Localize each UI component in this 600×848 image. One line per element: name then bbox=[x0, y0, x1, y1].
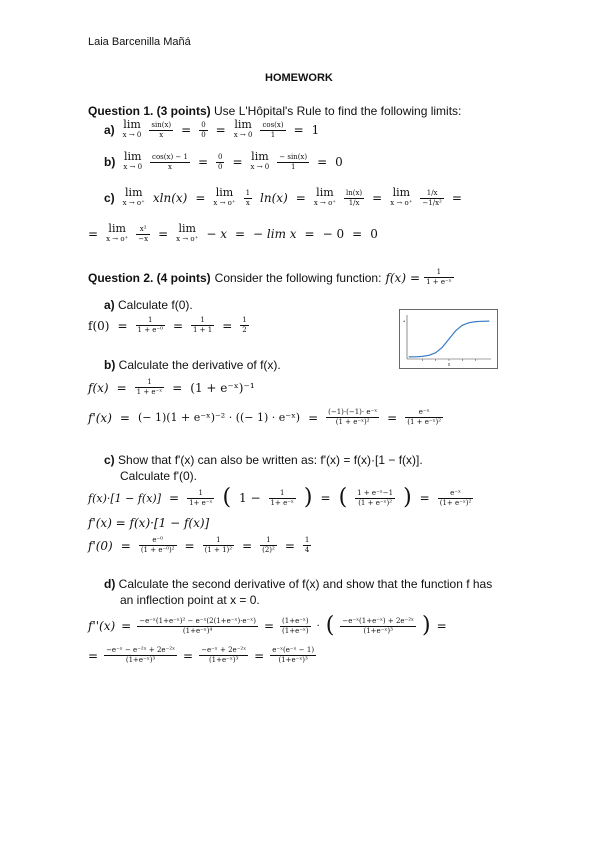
expr: − 0 bbox=[322, 227, 345, 241]
lim: lim x → 0 bbox=[123, 150, 143, 171]
q2-label: Question 2. (4 points) bbox=[88, 270, 211, 285]
fraction: $\frac{0}{0}$ bbox=[218, 152, 223, 171]
sigmoid-point bbox=[449, 339, 450, 340]
fraction: $\frac{1}{4}$ bbox=[304, 536, 310, 554]
fraction: $\frac{\text{−e⁻ˣ(1+e⁻ˣ) + 2e⁻²ˣ}}{\text{(1+e⁻ˣ)³}}$ bbox=[342, 616, 415, 635]
fraction: $\frac{1}{\text{1 + e⁻ˣ}}$ bbox=[426, 268, 452, 286]
q2d-label: d) bbox=[104, 577, 116, 591]
q2c-heading bbox=[104, 452, 524, 484]
fraction: $\frac{1}{1 + 1}$ bbox=[193, 316, 213, 334]
fraction: $\frac{\ln(x)}{1/x}$ bbox=[346, 188, 363, 207]
q2a-heading bbox=[104, 298, 193, 312]
sigmoid-point bbox=[489, 321, 490, 322]
expr: f(x) bbox=[385, 270, 407, 285]
q2b-text: Calculate the derivative of f(x). bbox=[118, 358, 281, 372]
expr: f'(0) bbox=[88, 538, 113, 553]
sigmoid-point bbox=[435, 352, 436, 353]
q2c-eq2: f'(x) = f(x)·[1 − f(x)] bbox=[88, 516, 210, 530]
expr: f''(x) bbox=[88, 619, 116, 633]
sigmoid-point bbox=[482, 321, 483, 322]
q2c-eq3: f'(0) = $\frac{\text{e⁻⁰}}{\text{(1 + e⁻⁰)²}}$ = $\frac{1}{\text{(1 + 1)²}}$ = $\frac{1}{\text{(2)²}}$ = $\frac{1}{4}$ bbox=[88, 536, 310, 554]
q2d-text2: an inflection point at x = 0. bbox=[120, 593, 260, 607]
q1a-result: 1 bbox=[311, 123, 320, 137]
q1c-row-2: = lim x → o⁺ $\frac{\text{x²}}{-x}$ = lim x → o⁺ − x = − lim x = − 0 = 0 bbox=[88, 222, 378, 243]
fraction: $\frac{1}{2}$ bbox=[242, 316, 247, 334]
lim: lim x → o⁺ bbox=[213, 186, 236, 207]
q2b-eq2: f'(x) = (− 1)(1 + e⁻ˣ)⁻² · ((− 1) · e⁻ˣ) = $\frac{\text{(−1)·(−1)· e⁻ˣ}}{\text{(1 + e⁻ˣ)²}}$ = $\frac{\text{e⁻ˣ}}{\text{(1 + e⁻ˣ)²}}$ bbox=[88, 408, 442, 426]
fraction: $\frac{\text{(−1)·(−1)· e⁻ˣ}}{\text{(1 + e⁻ˣ)²}}$ bbox=[328, 408, 378, 426]
x-tick-label: x bbox=[447, 362, 451, 368]
expr: f(0) bbox=[88, 318, 110, 333]
sigmoid-point bbox=[462, 325, 463, 326]
expr: f(x)·[1 − f(x)] bbox=[88, 491, 162, 505]
q2c-label: c) bbox=[104, 453, 115, 467]
fraction: $\frac{1}{\text{1+ e⁻ˣ}}$ bbox=[189, 488, 213, 507]
q2b-label: b) bbox=[104, 358, 116, 372]
sigmoid-point bbox=[429, 355, 430, 356]
sigmoid-point bbox=[415, 356, 416, 357]
q1-heading bbox=[88, 104, 461, 118]
sigmoid-chart bbox=[399, 309, 498, 369]
expr: ln(x) bbox=[260, 191, 288, 205]
expr: (− 1)(1 + e⁻ˣ)⁻² · ((− 1) · e⁻ˣ) bbox=[137, 411, 301, 424]
q2c-eq1: f(x)·[1 − f(x)] = $\frac{1}{\text{1+ e⁻ˣ}}$ ( 1 − $\frac{1}{\text{1+ e⁻ˣ}}$ ) = ( $\frac{\text{1 + e⁻ˣ−1}}{\text{(1 + e⁻ˣ)²}}$ ) = $\frac{\text{e⁻ˣ}}{\text{(1+ e⁻ˣ)²}}$ bbox=[88, 485, 472, 510]
q2d-text1: Calculate the second derivative of f(x) and show that the function f has bbox=[118, 577, 493, 591]
fraction: $\frac{\text{−e⁻ˣ(1+e⁻ˣ)² − e⁻ˣ(2(1+e⁻ˣ)·e⁻ˣ)}}{\text{(1+e⁻ˣ)⁴}}$ bbox=[139, 616, 256, 635]
expr: (1 + e⁻ˣ)⁻¹ bbox=[190, 380, 255, 395]
q2b-eq1: f(x) = $\frac{1}{\text{1 + e⁻ˣ}}$ = (1 + e⁻ˣ)⁻¹ bbox=[88, 378, 255, 396]
sigmoid-point bbox=[442, 347, 443, 348]
q2-heading: Question 2. (4 points) Consider the following function: f(x) = $\frac{1}{\text{1 + e⁻ˣ}}$ bbox=[88, 268, 452, 286]
expr: xln(x) bbox=[152, 191, 188, 205]
q1a-row: a) lim x → 0 $\frac{\sin(x)}{x}$ = $\frac{0}{0}$ = lim x → 0 $\frac{\cos(x)}{1}$ = 1 bbox=[104, 118, 320, 139]
fraction: $\frac{\text{e⁻ˣ(e⁻ˣ − 1)}}{\text{(1+e⁻ˣ)³}}$ bbox=[272, 646, 315, 664]
fraction: $\frac{\text{(1+e⁻ˣ)}}{\text{(1+e⁻ˣ)}}$ bbox=[282, 616, 309, 635]
lim: lim x → o⁺ bbox=[176, 222, 199, 243]
q1b-result: 0 bbox=[335, 155, 343, 169]
fraction: $\frac{\sin(x)}{x}$ bbox=[151, 120, 172, 139]
fraction: $\frac{\text{e⁻ˣ}}{\text{(1+ e⁻ˣ)²}}$ bbox=[439, 488, 472, 507]
q1c-label: c) bbox=[104, 191, 115, 205]
q2a-eq: f(0) = $\frac{1}{\text{1 + e⁻⁰}}$ = $\frac{1}{1 + 1}$ = $\frac{1}{2}$ bbox=[88, 316, 247, 334]
lim: lim x → 0 bbox=[122, 118, 142, 139]
fraction: $\frac{\text{1 + e⁻ˣ−1}}{\text{(1 + e⁻ˣ)²}}$ bbox=[357, 488, 394, 507]
q2a-label: a) bbox=[104, 298, 115, 312]
q2c-text1: Show that f'(x) can also be written as: f'(x) = f(x)·[1 − f(x)]. bbox=[118, 453, 423, 467]
fraction: $\frac{1}{x}$ bbox=[245, 188, 251, 207]
fraction: $\frac{- \sin(x)}{1}$ bbox=[279, 152, 308, 171]
q2d-eq1: f''(x) = $\frac{\text{−e⁻ˣ(1+e⁻ˣ)² − e⁻ˣ(2(1+e⁻ˣ)·e⁻ˣ)}}{\text{(1+e⁻ˣ)⁴}}$ = $\frac{\text{(1+e⁻ˣ)}}{\text{(1+e⁻ˣ)}}$ · ( $\frac{\text{−e⁻ˣ(1+e⁻ˣ) + 2e⁻²ˣ}}{\text{(1+e⁻ˣ)³}}$ ) = bbox=[88, 613, 447, 638]
fraction: $\frac{\text{e⁻⁰}}{\text{(1 + e⁻⁰)²}}$ bbox=[140, 536, 175, 554]
expr: f(x) bbox=[88, 380, 109, 395]
fraction: $\frac{1}{\text{1 + e⁻ˣ}}$ bbox=[136, 378, 163, 396]
fraction: $\frac{1}{\text{1 + e⁻⁰}}$ bbox=[137, 316, 163, 334]
lim: lim x → 0 bbox=[233, 118, 253, 139]
lim: lim x → o⁺ bbox=[313, 186, 336, 207]
q2b-heading bbox=[104, 358, 281, 372]
fraction: $\frac{\text{−e⁻ˣ + 2e⁻²ˣ}}{\text{(1+e⁻ˣ)³}}$ bbox=[201, 646, 247, 664]
sigmoid-point bbox=[475, 321, 476, 322]
expr: 1 − bbox=[239, 491, 261, 505]
page-title: HOMEWORK bbox=[265, 72, 333, 84]
lim: lim x → 0 bbox=[250, 150, 270, 171]
fraction: $\frac{1}{\text{1+ e⁻ˣ}}$ bbox=[270, 488, 294, 507]
fraction: $\frac{\text{x²}}{-x}$ bbox=[138, 224, 149, 243]
fraction: $\frac{\text{e⁻ˣ}}{\text{(1 + e⁻ˣ)²}}$ bbox=[407, 408, 442, 426]
y-tick: • bbox=[403, 319, 405, 325]
q1c-row: c) lim x → o⁺ xln(x) = lim x → o⁺ $\frac{1}{x}$ ln(x) = lim x → o⁺ $\frac{\ln(x)}{1/x}$ = lim x → o⁺ $\frac{1/x}{\text{−1/x²}}$ = bbox=[104, 186, 462, 207]
q1b-label: b) bbox=[104, 155, 116, 169]
lim: lim x → o⁺ bbox=[390, 186, 413, 207]
sigmoid-point bbox=[455, 330, 456, 331]
q2c-text2: Calculate f'(0). bbox=[120, 469, 197, 483]
fraction: $\frac{0}{0}$ bbox=[201, 120, 206, 139]
expr: f'(x) bbox=[88, 410, 112, 425]
fraction: $\frac{\cos(x)}{1}$ bbox=[262, 120, 284, 139]
q2a-text: Calculate f(0). bbox=[118, 298, 193, 312]
q1c-result: 0 bbox=[370, 227, 378, 241]
author-name: Laia Barcenilla Mañá bbox=[88, 36, 191, 48]
q1-label: Question 1. (3 points) bbox=[88, 104, 211, 118]
sigmoid-point bbox=[422, 356, 423, 357]
lim: lim x → o⁺ bbox=[122, 186, 145, 207]
fraction: $\frac{1/x}{\text{−1/x²}}$ bbox=[422, 188, 442, 207]
q1-text: Use L'Hôpital's Rule to find the following limits: bbox=[214, 104, 462, 118]
fraction: $\frac{\cos(x) - 1}{x}$ bbox=[152, 152, 188, 171]
fraction: $\frac{1}{\text{(2)²}}$ bbox=[262, 536, 275, 554]
sigmoid-point bbox=[469, 322, 470, 323]
q2d-heading bbox=[104, 576, 524, 608]
q1a-label: a) bbox=[104, 123, 115, 137]
lim: lim x → o⁺ bbox=[106, 222, 129, 243]
q1b-row: b) lim x → 0 $\frac{\cos(x) - 1}{x}$ = $\frac{0}{0}$ = lim x → 0 $\frac{- \sin(x)}{1}$ = 0 bbox=[104, 150, 343, 171]
q2d-eq2: = $\frac{\text{−e⁻ˣ − e⁻²ˣ + 2e⁻²ˣ}}{\text{(1+e⁻ˣ)³}}$ = $\frac{\text{−e⁻ˣ + 2e⁻²ˣ}}{\text{(1+e⁻ˣ)³}}$ = $\frac{\text{e⁻ˣ(e⁻ˣ − 1)}}{\text{(1+e⁻ˣ)³}}$ bbox=[88, 646, 315, 664]
sigmoid-point bbox=[409, 356, 410, 357]
fraction: $\frac{1}{\text{(1 + 1)²}}$ bbox=[204, 536, 233, 554]
expr: − x bbox=[206, 227, 227, 241]
expr: − lim x bbox=[253, 227, 297, 241]
fraction: $\frac{\text{−e⁻ˣ − e⁻²ˣ + 2e⁻²ˣ}}{\text{(1+e⁻ˣ)³}}$ bbox=[106, 646, 176, 664]
q2-text: Consider the following function: bbox=[214, 270, 382, 285]
